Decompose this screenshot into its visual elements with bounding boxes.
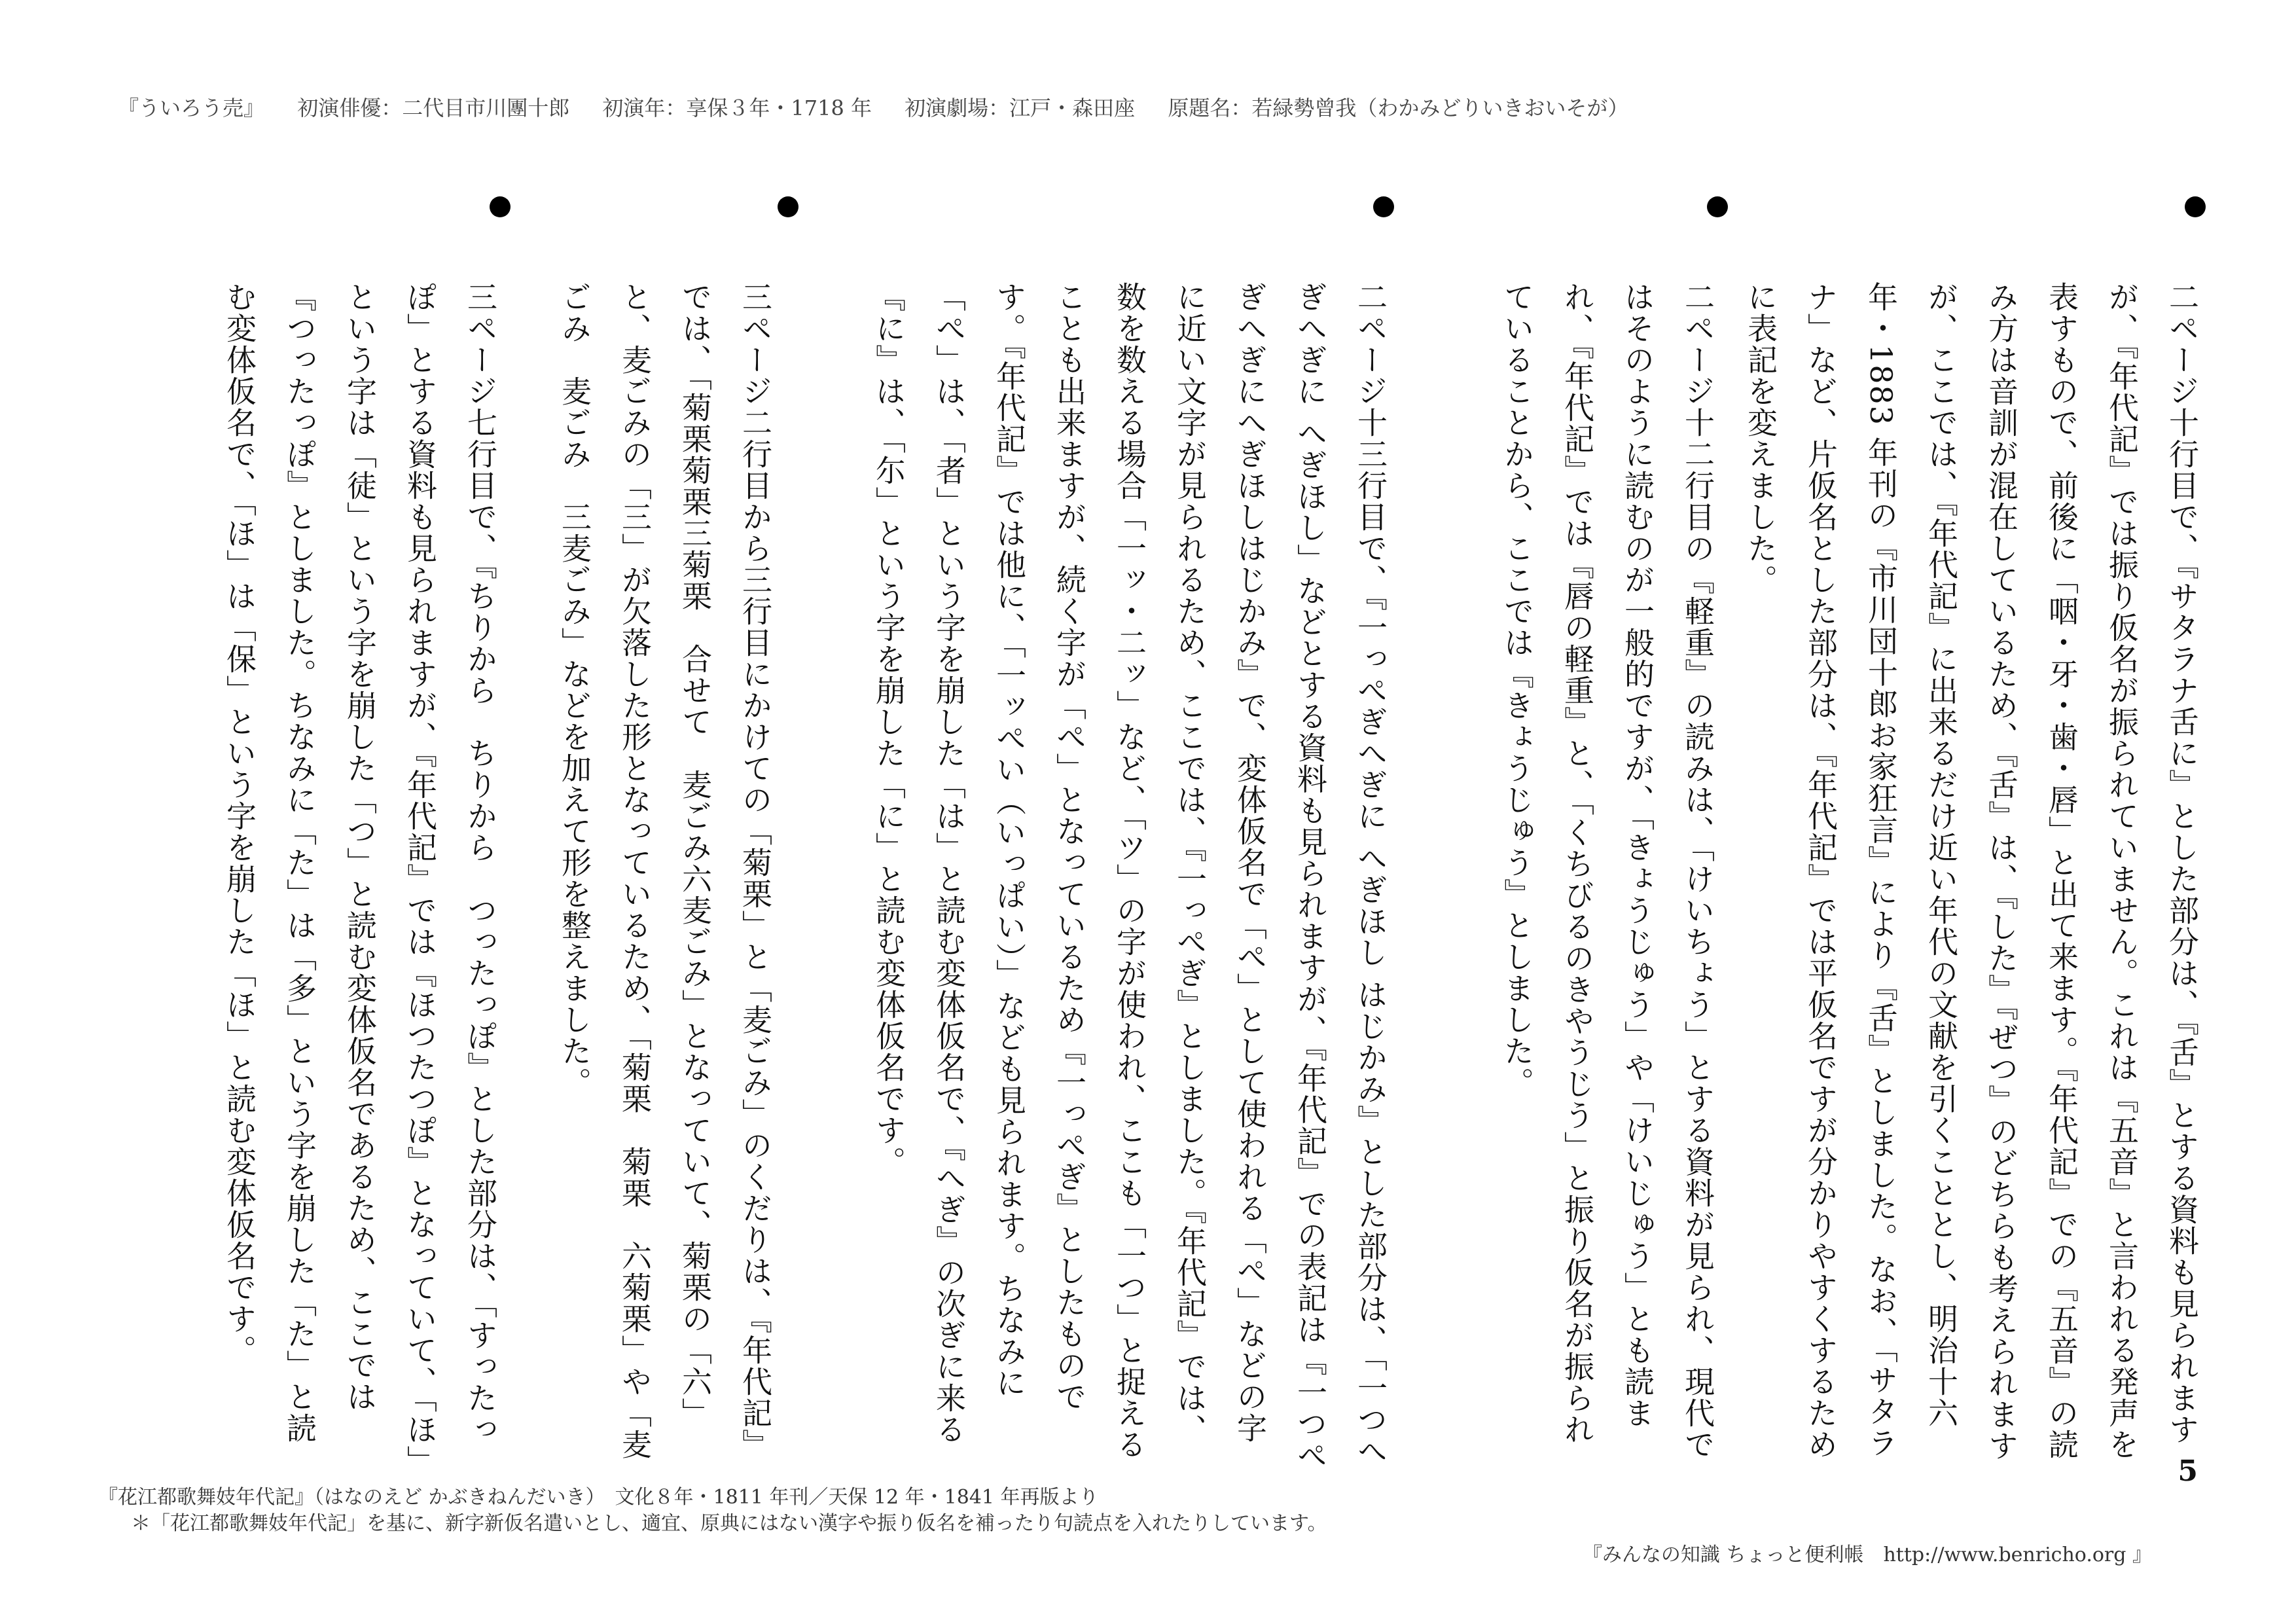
footer-credit: 『みんなの知識 ちょっと便利帳 http://www.benricho.org 』 [1582,1543,2152,1566]
bullet-icon [1707,196,1728,217]
note-section-5 [131,196,497,1473]
header-line [118,92,1655,122]
footer-source: 『花江都歌舞妓年代記』（はなのえど かぶきねんだいき） 文化８年・1811 年刊／天保 12 年・1841 年再版より [98,1486,1099,1509]
first-theater: 初演劇場：江戸・森田座 [905,96,1136,120]
note-section-1 [1721,196,2200,1473]
work-title: 『ういろう売』 [118,96,265,120]
bullet-icon [2185,196,2206,217]
note-section-2 [1427,196,1715,1473]
original-title: 原題名：若緑勢曾我（わかみどりいきおいそが） [1168,96,1629,120]
bullet-icon [778,196,798,217]
first-year: 初演年：享保３年・1718 年 [602,96,872,120]
note-text-1: 二ページ十行目で、『サタラナ舌に』とした部分は、『舌』とする資料も見られますが、『年代記』では振り仮名が振られていません。これは『五音』と言われる発声を表すもので、前後に「咽・牙・歯・唇」と出て来ます。『年代記』での『五音』の読み方は音訓が混在しているため、『舌』は、『した』『ぜつ』のどちらも考えられますが、ここでは、『年代記』に出来るだけ近い年代の文献を引くこととし、明治十六年・1883 年刊の『市川団十郎お家狂言』により『舌』としました。なお、「サタラナ」など、片仮名とした部分は、『年代記』では平仮名ですが分かりやすくするために表記を変えました。 [1743,281,2200,1462]
first-performer: 初演俳優：二代目市川團十郎 [297,96,570,120]
note-text-3: 二ページ十三行目で、『一っぺぎへぎに へぎほし はじかみ』とした部分は、「一つへぎへぎに へぎほし」などとする資料も見られますが、『年代記』での表記は『一つぺぎへぎにへぎほしはじかみ』で、変体仮名で「ぺ」として使われる「ぺ」などの字に近い文字が見られるため、ここでは、『一っぺぎ』としました。『年代記』では、数を数える場合「一ッ・二ッ」など、「ツ」の字が使われ、ここも「一つ」と捉えることも出来ますが、続く字が「ぺ」となっているため『一っぺぎ』としたものです。『年代記』では他に、「一ッぺい（いっぱい）」なども見られます。ちなみに「ぺ」は、「者」という字を崩した「は」と読む変体仮名で、『へぎ』の次ぎに来る『に』は、「尓」という字を崩した「に」と読む変体仮名です。 [871,281,1388,1471]
note-text-4: 三ページ二行目から三行目にかけての「菊栗」と「麦ごみ」のくだりは、『年代記』では、「菊栗菊栗三菊栗 合せて 麦ごみ六麦ごみ」となっていて、菊栗の「六」と、麦ごみの「三」が欠落した形となっているため、「菊栗 菊栗 六菊栗」や「麦ごみ 麦ごみ 三麦ごみ」などを加えて形を整えました。 [557,281,773,1460]
footer-note: ＊「花江都歌舞妓年代記」を基に、新字新仮名遣いとし、適宜、原典にはない漢字や振り仮名を補ったり句読点を入れたりしています。 [131,1512,1327,1535]
bullet-icon [1373,196,1394,217]
note-text-2: 二ページ十二行目の『軽重』の読みは、「けいちょう」とする資料が見られ、現代ではそのように読むのが一般的ですが、「きょうじゅう」や「けいじゅう」とも読まれ、『年代記』では『唇の軽重』と、「くちびるのきやうじう」と振り仮名が振られていることから、ここでは『きょうじゅう』としました。 [1499,281,1715,1460]
note-section-4 [537,196,773,1473]
note-text-5: 三ページ七行目で、『ちりから ちりから つったっぽ』とした部分は、「すったっぽ」とする資料も見られますが、『年代記』では『ほつたつぽ』となっていて、「ほ」という字は「徒」という字を崩した「つ」と読む変体仮名であるため、ここでは『つったっぽ』としました。ちなみに「た」は「多」という字を崩した「た」と読む変体仮名で、「ほ」は「保」という字を崩した「ほ」と読む変体仮名です。 [222,281,498,1462]
note-section-3 [785,196,1388,1473]
bullet-icon [490,196,511,217]
page-number: 5 [2178,1454,2198,1488]
